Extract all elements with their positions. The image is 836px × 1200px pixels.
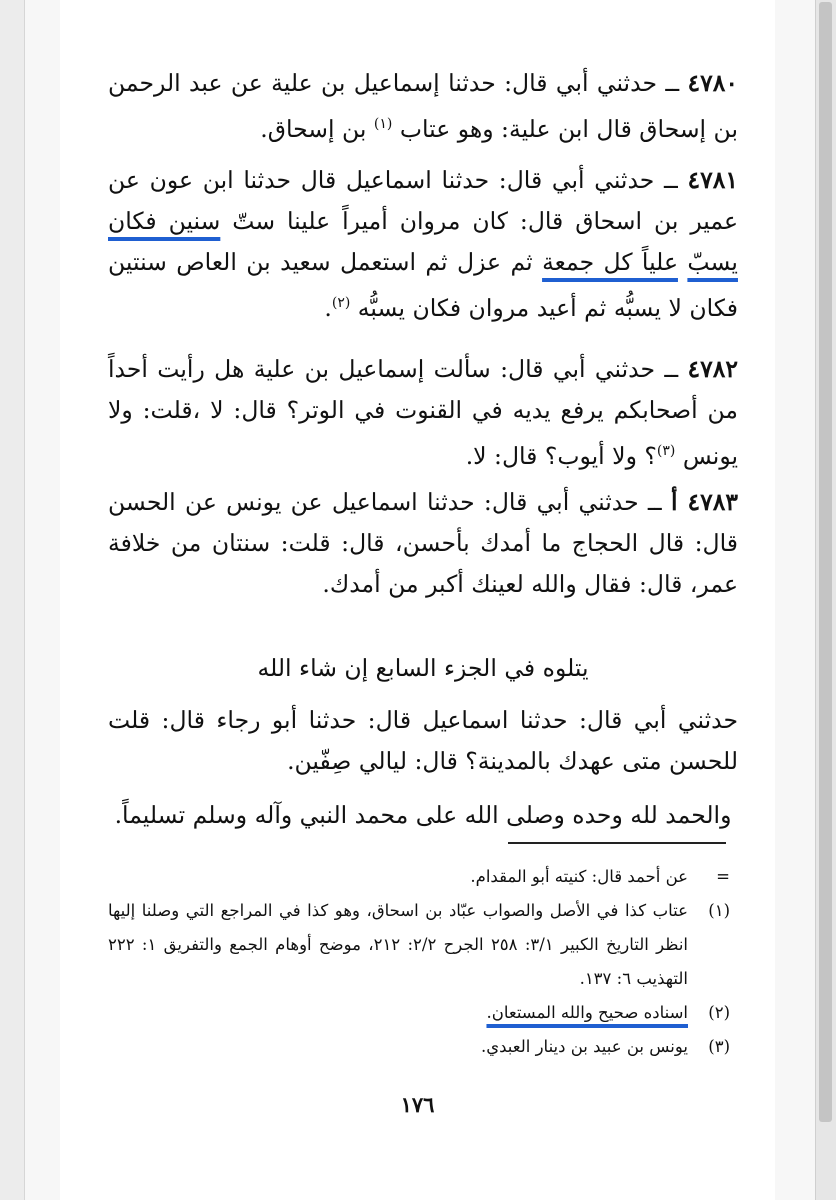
hadith-4781 [108,160,738,329]
footnote-continuation [108,860,730,894]
hadith-4782 [108,349,738,477]
footnote-2 [108,996,730,1030]
hadith-dash: ــ [654,355,688,383]
footnote-mark: = [716,867,730,886]
hadith-text-end: بن إسحاق. [260,114,374,143]
hadith-text-end: ؟ ولا أيوب؟ قال: لا. [465,441,657,470]
period: . [324,293,332,322]
footnote-ref[interactable]: (٣) [656,443,676,459]
hadith-dash: ــ [654,166,688,194]
book-page [60,0,775,1200]
footnote-mark: (١) [708,901,730,920]
footnote-mark: (٣) [708,1037,730,1056]
vertical-scrollbar[interactable] [815,0,836,1200]
closing-praise: والحمد لله وحده وصلى الله على محمد النبي وآله وسلم تسليماً. [114,801,732,829]
closing-narration: حدثني أبي قال: حدثنا اسماعيل قال: حدثنا أبو رجاء قال: قلت للحسن متى عهدك بالمدينة؟ قال: ليالي صِفّين. [108,706,738,775]
footnote-separator [508,842,726,844]
hadith-suffix: أ [670,488,688,516]
hadith-number: ٤٧٨٣ [687,488,738,516]
hadith-number: ٤٧٨٢ [687,355,739,383]
footnote-text: يونس بن عبيد بن دينار العبدي. [480,1037,688,1056]
continuation-note: يتلوه في الجزء السابع إن شاء الله [257,654,589,682]
footnote-ref[interactable]: (٢) [331,295,351,311]
hadith-text-end: ثم عزل ثم استعمل سعيد بن العاص سنتين فكان لا يسبُّه ثم أعيد مروان فكان يسبُّه [108,248,738,322]
page-number: ١٧٦ [400,1092,435,1117]
hadith-dash: ــ [638,488,671,516]
scrollbar-thumb[interactable] [819,2,832,1122]
hadith-4780 [108,63,738,150]
hadith-text: حدثني أبي قال: حدثنا اسماعيل عن يونس عن الحسن قال: قال الحجاج ما أمدك بأحسن، قال: قلت: سنتان من خلافة عمر، قال: فقال والله لعينك أكبر من أمدك. [108,488,738,598]
scan-left-margin [0,0,25,1200]
hadith-text: حدثني أبي قال: سألت إسماعيل بن علية هل رأيت أحداً من أصحابكم يرفع يديه في القنوت في الوتر؟ قال: لا ،قلت: ولا يونس [108,355,738,470]
footnote-1 [108,894,730,996]
footnote-ref[interactable]: (١) [373,116,393,132]
hadith-4783 [108,482,738,605]
footnote-text: عتاب كذا في الأصل والصواب عبّاد بن اسحاق، وهو كذا في المراجع التي وصلنا إليها انظر التاريخ الكبير ٣/١: ٢٥٨ الجرح ٢/٢: ٢١٢، موضح أوهام الجمع والتفريق ١: ٢٢٢ التهذيب ٦: ١٣٧. [108,901,688,988]
footnote-text: عن أحمد قال: كنيته أبو المقدام. [470,867,688,886]
highlighted-phrase-1: سنين فكان يسبّ [108,207,738,276]
hadith-dash: ــ [656,69,688,97]
hadith-number: ٤٧٨٠ [687,69,738,97]
highlighted-phrase-2: علياً كل جمعة [542,248,678,276]
footnote-mark: (٢) [708,1003,730,1022]
hadith-text: حدثني أبي قال: حدثنا اسماعيل قال حدثنا ابن عون عن عمير بن اسحاق قال: كان مروان أميراً علينا ستّ [108,166,738,235]
footnote-3 [108,1030,730,1064]
hadith-text: حدثني أبي قال: حدثنا إسماعيل بن علية عن عبد الرحمن بن إسحاق قال ابن علية: وهو عتاب [108,69,738,143]
footnote-text: اسناده صحيح والله المستعان. [486,1003,688,1022]
hadith-number: ٤٧٨١ [687,166,738,194]
footnotes [108,860,730,1064]
